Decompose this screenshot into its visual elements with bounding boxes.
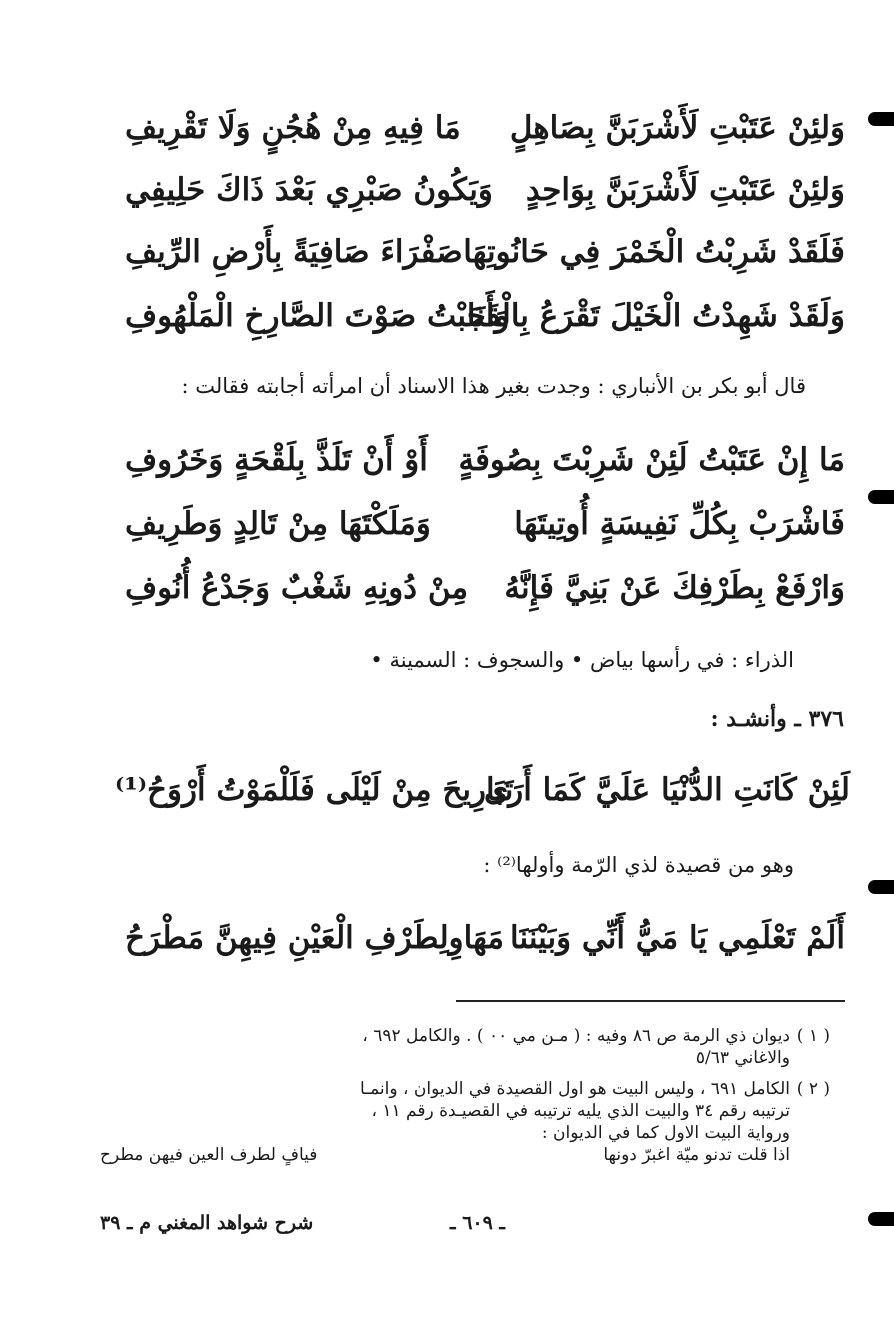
verse-first-hemistich: لَئِنْ كَانَتِ الدُّنْيَا عَلَيَّ كَمَا أَرَى xyxy=(484,772,850,808)
verse-second-hemistich: مِنْ دُونِهِ شَغْبٌ وَجَدْعُ أُنُوفِ xyxy=(125,570,469,606)
verse-second-hemistich: مَا فِيهِ مِنْ هُجُنٍ وَلَا تَقْرِيفِ xyxy=(125,110,461,146)
footnote-rule xyxy=(456,1000,845,1002)
verse-line xyxy=(125,912,845,964)
verse-second-hemistich: صَفْرَاءَ صَافِيَةً بِأَرْضِ الرِّيفِ xyxy=(125,234,463,270)
footnote-line: ديوان ذي الرمة ص ٨٦ وفيه : ( مـن مي ٠٠ ) . والكامل ٦٩٢ ، xyxy=(362,1026,790,1046)
verse-line xyxy=(125,102,845,154)
verse-second-hemistich: تَبَارِيحَ مِنْ لَيْلَى فَلَلْمَوْتُ أَرْوَحُ⁽¹⁾ xyxy=(115,772,514,808)
footnote-line: ورواية البيت الاول كما في الديوان : xyxy=(541,1123,790,1143)
verse-second-hemistich: مَهَاوِلِطَرْفِ الْعَيْنِ فِيهِنَّ مَطْرَحُ xyxy=(125,920,504,956)
footnote-verse-first: اذا قلت تدنو ميّة اغبرّ دونها xyxy=(603,1145,790,1165)
footnote-line: ترتيبه رقم ٣٤ والبيت الذي يليه ترتيبه في القصيـدة رقم ١١ ، xyxy=(371,1101,790,1121)
verse-first-hemistich: فَاشْرَبْ بِكُلِّ نَفِيسَةٍ أُوتِيتَهَا xyxy=(514,506,845,542)
verse-first-hemistich: وَلئِنْ عَتَبْتِ لَأَشْرَبَنَّ بِوَاحِدٍ xyxy=(525,172,845,208)
page-number: ـ ٦٠٩ ـ xyxy=(450,1212,505,1234)
verse-second-hemistich: أَوْ أَنْ تَلَذَّ بِلَقْحَةٍ وَخَرُوفِ xyxy=(125,442,428,478)
narration-note: قال أبو بكر بن الأنباري : وجدت بغير هذا الاسناد أن امرأته أجابته فقالت : xyxy=(181,374,806,398)
verse-second-hemistich: وَأَجَبْتُ صَوْتَ الصَّارِخِ الْمَلْهُوفِ xyxy=(125,298,510,334)
footnote xyxy=(100,1025,830,1069)
verse-line xyxy=(125,498,845,550)
section-heading: ٣٧٦ ـ وأنشـد : xyxy=(710,706,844,732)
footnote-line: الكامل ٦٩١ ، وليس البيت هو اول القصيدة في الديوان ، وانمـا xyxy=(359,1079,790,1099)
footnote-verse-second: فيافٍ لطرف العين فيهن مطرح xyxy=(100,1145,318,1165)
scan-edge-mark xyxy=(868,1212,894,1226)
verse-first-hemistich: وَارْفَعْ بِطَرْفِكَ عَنْ بَنِيَّ فَإِنَّهُ xyxy=(504,570,845,606)
gloss-line: الذراء : في رأسها بياض • والسجوف : السمينة • xyxy=(370,648,794,672)
verse-first-hemistich: فَلَقَدْ شَرِبْتُ الْخَمْرَ فِي حَانُوتِهَا xyxy=(463,234,845,270)
verse-line xyxy=(125,164,845,216)
verse-first-hemistich: مَا إِنْ عَتَبْتُ لَئِنْ شَرِبْتَ بِصُوفَةٍ xyxy=(458,442,845,478)
scan-edge-mark xyxy=(868,880,894,894)
poem-intro: وهو من قصيدة لذي الرّمة وأولها⁽²⁾ : xyxy=(483,853,794,877)
verse-line xyxy=(125,434,845,486)
verse-first-hemistich: أَلَمْ تَعْلَمِي يَا مَيُّ أَنِّي وَبَيْنَنَا xyxy=(510,920,845,956)
scan-edge-mark xyxy=(868,490,894,504)
footnote-number: ( ٢ ) xyxy=(796,1079,830,1099)
verse-second-hemistich: وَيَكُونُ صَبْرِي بَعْدَ ذَاكَ حَلِيفِي xyxy=(125,172,493,208)
verse-first-hemistich: وَلَقَدْ شَهِدْتُ الْخَيْلَ تَقْرَعُ بِالْقَنَا xyxy=(466,298,845,334)
verse-line xyxy=(125,226,845,278)
footnote xyxy=(100,1078,830,1166)
book-title: شرح شواهد المغني م ـ ٣٩ xyxy=(100,1212,314,1234)
verse-line xyxy=(125,562,845,614)
verse-second-hemistich: وَمَلَكْتَهَا مِنْ تَالِدٍ وَطَرِيفِ xyxy=(125,506,431,542)
footnote-verse xyxy=(100,1144,790,1166)
footnote-number: ( ١ ) xyxy=(796,1026,830,1046)
verse-line xyxy=(125,290,845,342)
verse-first-hemistich: وَلئِنْ عَتَبْتِ لَأَشْرَبَنَّ بِصَاهِلٍ xyxy=(509,110,845,146)
scan-edge-mark xyxy=(868,112,894,126)
page-footer xyxy=(100,1212,845,1242)
footnote-line: والاغاني ٥/٦٣ xyxy=(695,1048,790,1068)
verse-line xyxy=(115,764,850,816)
